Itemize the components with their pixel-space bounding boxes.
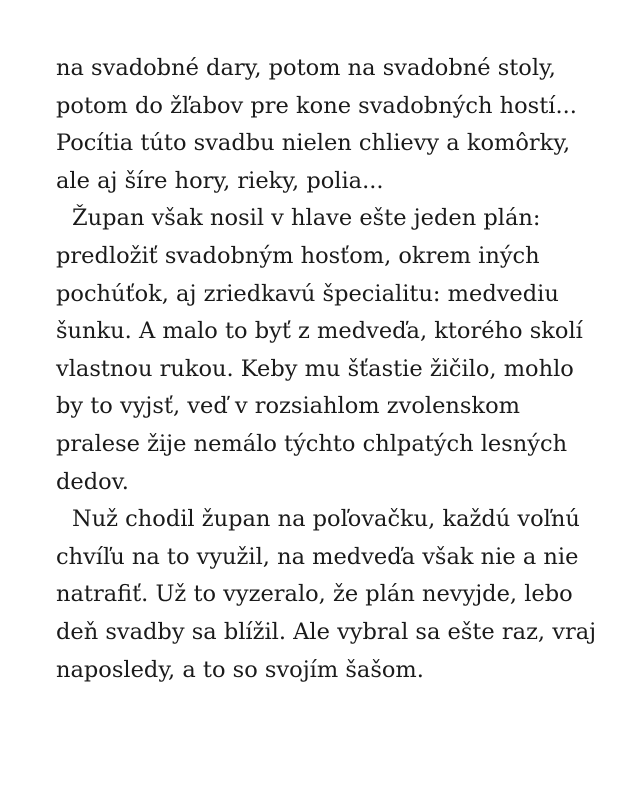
text-line: pochúťok, aj zriedkavú špecialitu: medvediu bbox=[56, 280, 559, 307]
body-text bbox=[56, 50, 596, 689]
text-line: naposledy, a to so svojím šašom. bbox=[56, 656, 424, 683]
text-line: natrafiť. Už to vyzeralo, že plán nevyjde, lebo bbox=[56, 581, 573, 608]
text-line: dedov. bbox=[56, 468, 129, 495]
paragraph-3 bbox=[56, 501, 596, 689]
text-line: chvíľu na to využil, na medveďa však nie a nie bbox=[56, 543, 579, 570]
text-line: potom do žľabov pre kone svadobných hostí... bbox=[56, 92, 577, 119]
paragraph-2 bbox=[56, 200, 596, 501]
text-line: deň svadby sa blížil. Ale vybral sa ešte raz, vraj bbox=[56, 618, 597, 645]
text-line: šunku. A malo to byť z medveďa, ktorého skolí bbox=[56, 318, 583, 345]
text-line: vlastnou rukou. Keby mu šťastie žičilo, mohlo bbox=[56, 355, 574, 382]
text-line: ale aj šíre hory, rieky, polia... bbox=[56, 167, 384, 194]
text-line: na svadobné dary, potom na svadobné stoly, bbox=[56, 55, 556, 81]
text-line: Pocítia túto svadbu nielen chlievy a komôrky, bbox=[56, 130, 571, 157]
text-line: Župan však nosil v hlave ešte jeden plán: bbox=[72, 205, 541, 232]
text-line: by to vyjsť, veď v rozsiahlom zvolenskom bbox=[56, 393, 520, 420]
text-line: predložiť svadobným hosťom, okrem iných bbox=[56, 242, 540, 269]
paragraph-1 bbox=[56, 50, 596, 200]
text-line: Nuž chodil župan na poľovačku, každú voľnú bbox=[72, 506, 580, 533]
text-line: pralese žije nemálo týchto chlpatých lesných bbox=[56, 430, 568, 457]
